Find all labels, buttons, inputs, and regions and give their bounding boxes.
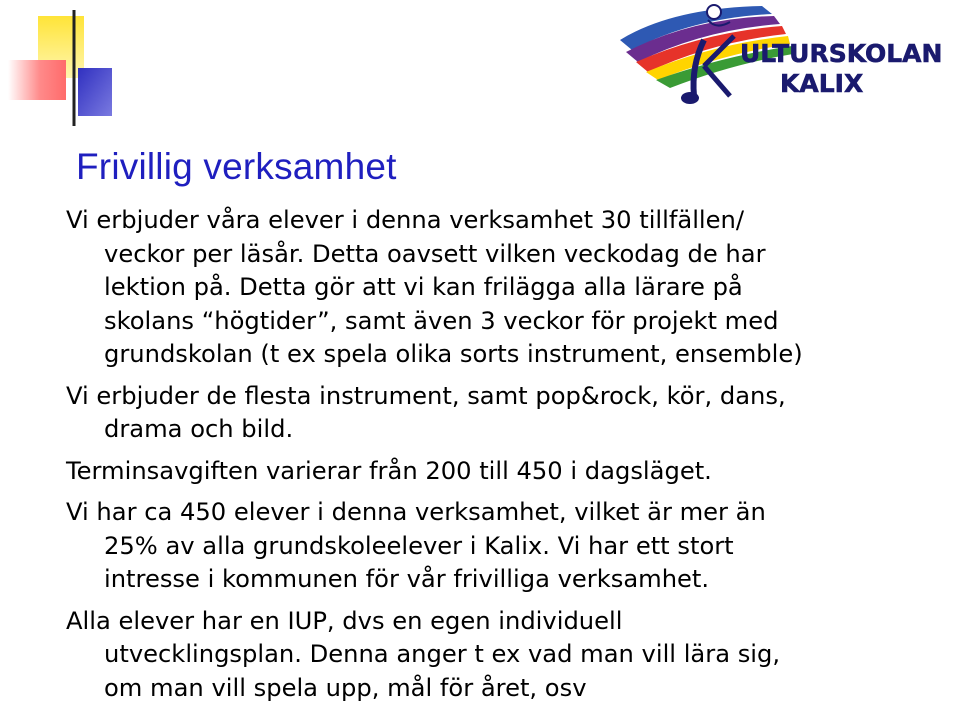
paragraph-3 (66, 455, 946, 489)
paragraph-4 (66, 496, 946, 597)
logo-line2: KALIX (780, 69, 864, 98)
text-line: skolans “högtider”, samt även 3 veckor för projekt med (104, 306, 779, 335)
text-line: Vi erbjuder våra elever i denna verksamhet 30 tillfällen/ (66, 206, 744, 234)
paragraph-2 (66, 380, 946, 447)
text-line: drama och bild. (104, 415, 294, 443)
logo-line1: ULTURSKOLAN (740, 39, 943, 68)
text-line: Alla elever har en IUP, dvs en egen individuell (66, 606, 623, 635)
slide-title: Frivillig verksamhet (76, 146, 397, 187)
body-text (66, 204, 946, 713)
text-line: Terminsavgiften varierar från 200 till 450 i dagsläget. (66, 456, 712, 485)
paragraph-5 (66, 605, 946, 706)
text-line: Vi har ca 450 elever i denna verksamhet, vilket är mer än (66, 498, 766, 526)
text-line: 25% av alla grundskoleelever i Kalix. Vi har ett stort (104, 531, 734, 560)
deco-blue-square (78, 68, 112, 116)
text-line: intresse i kommunen för vår frivilliga verksamhet. (104, 565, 710, 593)
text-line: utvecklingsplan. Denna anger t ex vad man vill lära sig, (104, 640, 781, 668)
text-line: lektion på. Detta gör att vi kan frilägga alla lärare på (104, 273, 743, 301)
text-line: om man vill spela upp, mål för året, osv (104, 673, 587, 702)
text-line: veckor per läsår. Detta oavsett vilken veckodag de har (104, 239, 766, 268)
paragraph-1 (66, 204, 946, 372)
kulturskolan-kalix-logo (612, 0, 960, 112)
text-line: grundskolan (t ex spela olika sorts instrument, ensemble) (104, 340, 803, 368)
text-line: Vi erbjuder de flesta instrument, samt pop&rock, kör, dans, (66, 381, 786, 410)
deco-red-bar (8, 60, 66, 100)
